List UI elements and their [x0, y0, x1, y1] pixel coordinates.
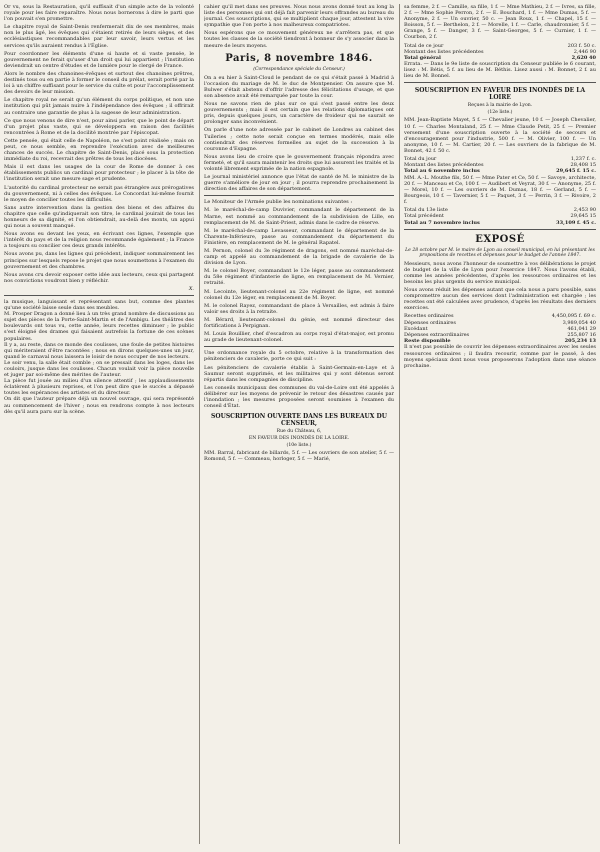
- subscription-heading: SOUSCRIPTION EN FAVEUR DES INONDÉS DE LA LOIRE: [414, 87, 586, 102]
- section-divider: [404, 229, 596, 230]
- news-paragraph: Nous avons lieu de croire que le gouvernement français répondra avec fermeté, et qu'il saura maintenir les droits que lui assurent les traités et la volonté librement exprimée de la nation espagnole.: [204, 153, 394, 172]
- dateline-subheading: (Correspondance spéciale du Censeur.): [253, 66, 345, 72]
- total-amount: 1,237 f. c.: [570, 156, 596, 163]
- feuilleton-paragraph: M. Prosper Dragon a donné lieu à un très grand nombre de discussions au sujet des pièces de la Porte-Saint-Martin et de l'Ambigu. Les théâtres des boulevards ont tous vu, cette année, leurs recettes diminuer ; le public s'est éloigné des drames qui faisaient autrefois la fortune de ces scènes populaires.: [4, 311, 194, 342]
- budget-label: Recettes ordinaires: [404, 313, 454, 320]
- paragraph: Nous espérons que ce mouvement généreux ne s'arrêtera pas, et que toutes les classes de la société tiendront à honneur de s'y associer dans la mesure de leurs moyens.: [204, 30, 394, 49]
- column-1: [4, 4, 194, 844]
- column-rule: [199, 4, 200, 844]
- budget-amount: 255,807 16: [567, 332, 596, 339]
- news-paragraph: On parle d'une note adressée par le cabinet de Londres au cabinet des Tuileries ; cette note serait conçue en termes modérés, mais elle contiendrait des réserves formelles au sujet de la succession à la couronne d'Espagne.: [204, 127, 394, 152]
- paragraph: Sans autre intervention dans la gestion des biens et des affaires du chapitre que celle qu'indiquerait son titre, le cardinal jouirait de tous les honneurs de sa dignité, et l'on obtiendrait, au-delà des monts, un appui qui nous a souvent manqué.: [4, 204, 194, 230]
- subscriber-names: MM. Barral, fabricant de billards, 5 f. — Les ouvriers de son atelier, 5 f. — Romond, 5 f. — Commeau, horloger, 5 f. — Marié,: [204, 450, 394, 463]
- total-label: Total du 13e liste: [404, 207, 448, 214]
- news-paragraph: Une ordonnance royale du 5 octobre, relative à la transformation des pénitenciers de cavalerie, porte ce qui suit :: [204, 350, 394, 363]
- budget-amount: 205,234 13: [564, 338, 596, 345]
- paragraph: Nous avons cru devoir exposer cette idée aux lecteurs, ceux qui partagent nos convictions voudront bien y réfléchir.: [4, 271, 194, 284]
- feuilleton-paragraph: On dit que l'auteur prépare déjà un nouvel ouvrage, qui sera représenté au commencement de l'hiver ; nous en rendrons compte à nos lecteurs dès qu'il aura paru sur la scène.: [4, 396, 194, 415]
- paragraph: L'autorité du cardinal protecteur ne serait pas étrangère aux prérogatives du gouvernement, ni à celles des évêques. Le Concordat lui-même fournit le moyen de concilier toutes les difficultés.: [4, 184, 194, 203]
- total-amount: 2,453 90: [573, 207, 596, 214]
- subscription-subheading: EN FAVEUR DES INONDÉS DE LA LOIRE.: [248, 436, 350, 442]
- paragraph: Mais il est dans les usages de la cour de Rome de donner à ces établissements publics un cardinal pour protecteur ; le placer à la tête de l'institution serait une mesure sage et prudente.: [4, 164, 194, 183]
- total-amount: 33,109 f. 45 c.: [556, 219, 596, 226]
- subscription-address: Rue du Château, 6,: [276, 429, 322, 435]
- news-paragraph: M. le maréchal-de-camp Levasseur, commandant le département de la Charente-Inférieure, passe au commandement du département du Finistère, en remplacement de M. le général Rapatel.: [204, 227, 394, 246]
- total-label: Total du jour: [404, 156, 437, 163]
- news-paragraph: M. Lecointe, lieutenant-colonel au 22e régiment de ligne, est nommé colonel du 12e léger, en remplacement de M. Boyer.: [204, 288, 394, 301]
- expose-heading: EXPOSÉ: [475, 233, 525, 245]
- budget-amount: 461,041 29: [567, 325, 596, 332]
- total-label: Total au 7 novembre inclus: [404, 219, 480, 226]
- section-divider: [404, 82, 596, 83]
- total-label: Montant des listes précédentes: [404, 48, 484, 55]
- budget-label: Dépenses extraordinaires: [404, 332, 470, 339]
- subscription-list-number: (12e liste.): [487, 110, 513, 116]
- paragraph: Ce que nous venons de dire n'est, pour ainsi parler, que le point de départ d'un projet plus vaste, qui se développera en raison des facilités rencontrées à Rome et de la docilité montrée par l'épiscopat.: [4, 117, 194, 136]
- news-paragraph: Le Moniteur de l'Armée publie les nominations suivantes :: [204, 199, 353, 206]
- total-label: Total précédent: [404, 213, 444, 220]
- subscriber-names: MM. Jean-Baptiste Mayet, 5 f. — Chevalier jeune, 10 f. — Joseph Chevalier, 10 f. — Charles Montaland, 25 f. — Mme Claude Petit, 25 f. — Premier versement d'une souscription ouverte à la société de secours et d'encouragement pour l'industrie, 500 f. — M. Olivier, 100 f. — Un anonyme, 10 f. — M. Cartier, 20 f. — Les ouvriers de la fabrique de M. Bonnet, 42 f. 50 c.: [404, 117, 596, 154]
- news-paragraph: Les pénitenciers de cavalerie établis à Saint-Germain-en-Laye et à Saumur seront supprimés, et les militaires qui y sont détenus seront répartis dans les compagnies de discipline.: [204, 364, 394, 383]
- budget-amount: 3,989,054 40: [562, 319, 596, 326]
- expose-paragraph: Messieurs, nous avons l'honneur de soumettre à vos délibérations le projet de budget de la ville de Lyon pour l'exercice 1847. Nous l'avons établi, comme les années précédentes, d'après les ressources ordinaires et les besoins les plus urgents du service municipal.: [404, 260, 596, 285]
- column-3: [404, 4, 596, 844]
- budget-label: Dépenses ordinaires: [404, 319, 456, 326]
- subscriber-names: MM. A.-L. Mouthe fils, 50 f. — Mme Pater et Ce, 50 f. — Savoye, architecte, 20 f. — Manceau et Ce, 100 f. — Audibert et Veyrat, 30 f. — Anonyme, 25 f. — Morel, 10 f. — Les ouvriers de M. Dumas, 18 f. — Gerland, 5 f. — Bourgeois, 10 f. — Tavernier, 5 f. — Paquet, 3 f. — Perrin, 3 f. — Rivoire, 2 f.: [404, 174, 596, 205]
- paragraph: Or vu, sous la Restauration, qu'il suffisait d'un simple acte de la volonté royale pour les faire reparaître. Nous nous bornerons à dire le parti que l'on pouvait s'en promettre.: [4, 4, 194, 23]
- subscription-list-number: (10e liste.): [286, 443, 312, 449]
- total-row: [404, 220, 596, 226]
- column-rule: [399, 4, 400, 844]
- feuilleton-paragraph: Il y a, au reste, dans ce monde des coulisses, une foule de petites histoires qui mériteraient d'être racontées ; nous en dirons quelques-unes un jour, quand le carnaval nous laissera le loisir de nous occuper de nos lecteurs.: [4, 341, 194, 360]
- expose-paragraph: Il n'est pas possible de couvrir les dépenses extraordinaires avec les seules ressources ordinaires ; il faudra recourir, comme par le passé, à des moyens spéciaux dont nous vous proposerons l'adoption dans une séance prochaine.: [404, 344, 596, 369]
- paragraph: Le chapitre royal ne serait qu'un élément du corps politique, et non une institution qui pût jamais nuire à l'indépendance des évêques ; il offrirait au contraire une garantie de plus à la sagesse de leur administration.: [4, 97, 194, 116]
- subscription-subheading: Reçues à la mairie de Lyon.: [467, 103, 533, 109]
- dateline-heading: Paris, 8 novembre 1846.: [225, 52, 373, 64]
- total-amount: 203 f. 50 c.: [567, 42, 596, 49]
- budget-amount: 4,450,095 f. 69 c.: [551, 313, 596, 320]
- paragraph: Nous avons pu, dans les lignes qui précèdent, indiquer sommairement les principes sur lesquels repose le projet que nous soumettons à l'examen du gouvernement et des chambres.: [4, 251, 194, 270]
- feuilleton-paragraph: La pièce fut jouée au milieu d'un silence attentif ; les applaudissements éclatèrent à plusieurs reprises, et l'on peut dire que le succès a dépassé toutes les espérances des artistes et du directeur.: [4, 378, 194, 397]
- column-2: [204, 4, 394, 844]
- paragraph: Alors le nombre des chanoines-évêques et surtout des chanoines prêtres, destinés tous ou en partie à former le conseil du prélat, serait porté par la loi à un chiffre suffisant pour le service du culte et pour l'accomplissement des devoirs de leur mission.: [4, 70, 194, 96]
- section-divider: [204, 346, 394, 347]
- news-paragraph: M. le colonel Rayez, commandant de place à Versailles, est admis à faire valoir ses droits à la retraite.: [204, 302, 394, 315]
- newspaper-page: [4, 4, 596, 844]
- budget-label: Reste disponible: [404, 338, 451, 345]
- paragraph: Cette pensée, qui était celle de Napoléon, ne s'est point réalisée ; mais on peut, ce nous semble, en reprendre l'exécution avec de meilleures chances de succès. Le chapitre de Saint-Denis, placé sous la protection immédiate du roi, recevrait des prêtres de tous les diocèses.: [4, 137, 194, 163]
- total-label: Total au 6 novembre inclus: [404, 168, 480, 175]
- errata-paragraph: Errata. — Dans le 9e liste de souscription du Censeur publiée le 6 courant, lisez : M. Bétis, 5 f. au lieu de M. Béthis. Lisez aussi : M. Bonnet, 2 f. au lieu de M. Bonnel.: [404, 61, 596, 80]
- feuilleton-paragraph: Le soir venu, la salle était comble ; on se pressait dans les loges, dans les couloirs, jusque dans les coulisses. Chacun voulait voir la pièce nouvelle et juger par soi-même des mérites de l'auteur.: [4, 359, 194, 379]
- subscription-heading: SOUSCRIPTION OUVERTE DANS LES BUREAUX DU CENSEUR,: [211, 413, 387, 428]
- feuilleton-paragraph: la musique, languissant et représentant sans but, comme des plantes qu'une société laisse seule dans ses meubles.: [4, 298, 194, 312]
- section-divider: [204, 195, 394, 196]
- total-amount: 2,446 90: [573, 48, 596, 55]
- total-label: Montant des listes précédentes: [404, 162, 484, 169]
- subscriber-names: sa femme, 2 f. — Camille, sa fille, 1 f. — Mme Mathieu, 2 f. — Ivres, sa fille, 2 f. — Mme Sophie Perron, 2 f. — E. Bouchard, 1 f. — Mme Dumas, 5 f. — Anonyme, 2 f. — Un ouvrier, 50 c. — Jean Roux, 1 f. — Chapel, 15 f. — Boisson, 5 f. — Berthelon, 2 f. — Morelle, 1 f. — Carle, chaudronnier, 5 f. — Grange, 5 f. — Danger, 3 f. — Saint-Georges, 5 f. — Curnier, 1 f. — Courbon, 2 f.: [404, 4, 596, 41]
- news-paragraph: M. le colonel Boyer, commandant le 12e léger, passe au commandement du 58e régiment d'infanterie de ligne, en remplacement de M. Vernier, retraité.: [204, 268, 394, 287]
- total-label: Total de ce jour: [404, 42, 444, 49]
- author-signature: X.: [188, 285, 194, 292]
- news-paragraph: M. Pernon, colonel du 3e régiment de dragons, est nommé maréchal-de-camp et appelé au commandement de la brigade de cavalerie de la division de Lyon.: [204, 248, 394, 267]
- total-amount: 29,645 15: [570, 213, 596, 220]
- paragraph: cahier qu'il met dans ses preuves. Nous nous avons donné tout au long la liste des personnes qui ont déjà fait parvenir leurs offrandes au bureau du journal. Ces souscriptions, qui se multiplient chaque jour, attestent la vive sympathie que l'on porte à nos malheureux compatriotes.: [204, 4, 394, 29]
- total-amount: 28,408 15: [570, 162, 596, 169]
- total-amount: 2,620 40: [571, 54, 596, 61]
- paragraph: Le chapitre royal de Saint-Denis renfermerait dix de ses membres, mais non le plus âgé, les évêques qui s'étaient retirés de leurs sièges, et des ecclésiastiques recommandables par leur savoir, leurs vertus et les services qu'ils auraient rendus à l'Église.: [4, 24, 194, 49]
- news-paragraph: M. Bérard, lieutenant-colonel du génie, est nommé directeur des fortifications à Perpignan.: [204, 316, 394, 330]
- expose-subheading: Le 28 octobre par M. le maire de Lyon au conseil municipal, en lui présentant les propositions de recettes et dépenses pour le budget de l'année 1847.: [405, 247, 595, 258]
- total-amount: 29,645 f. 15 c.: [556, 168, 596, 175]
- expose-paragraph: Nous avons réduit les dépenses autant que cela nous a paru possible, sans compromettre aucun des services dont l'administration est chargée ; les recettes ont été calculées avec prudence, d'après les résultats des derniers exercices.: [404, 287, 596, 312]
- news-paragraph: On a eu hier à Saint-Cloud le pendant de ce qui s'était passé à Madrid à l'occasion du mariage de M. le duc de Montpensier. On assure que M. Bulwer s'était abstenu d'offrir l'adresse des félicitations d'usage, et que son absence avait été remarquée par toute la cour.: [204, 74, 394, 99]
- news-paragraph: Nous ne savons rien de plus sur ce qui s'est passé entre les deux gouvernements ; mais il est certain que les relations diplomatiques ont pris, depuis quelques jours, un caractère de froideur qui ne saurait se prolonger sans inconvénient.: [204, 101, 394, 126]
- news-paragraph: M. Louis Bouillier, chef d'escadron au corps royal d'état-major, est promu au grade de lieutenant-colonel.: [204, 331, 394, 344]
- section-divider: [4, 295, 194, 296]
- news-paragraph: Les conseils municipaux des communes du val-de-Loire ont été appelés à délibérer sur les moyens de prévenir le retour des désastres causés par l'inondation ; les mesures proposées seront soumises à l'examen du conseil d'État.: [204, 384, 394, 410]
- news-paragraph: M. le maréchal-de-camp Duvivier, commandant le département de la Marne, est nommé au commandement de la subdivision de Lille, en remplacement de M. de Saint-Priest, admis dans le cadre de réserve.: [204, 207, 394, 226]
- paragraph: Nous avons eu devant les yeux, en écrivant ces lignes, l'exemple que l'intérêt du pays et de la religion nous recommande également ; la France a toujours su concilier ces deux grands intérêts.: [4, 231, 194, 250]
- news-paragraph: Le journal ministériel annonce que l'état de santé de M. le ministre de la guerre s'améliore de jour en jour ; il pourra reprendre prochainement la direction des affaires de son département.: [204, 174, 394, 193]
- budget-label: Excédant: [404, 325, 428, 332]
- paragraph: Pour coordonner les éléments d'une si haute et si vaste pensée, le gouvernement ne ferait qu'user d'un droit qui lui appartient ; l'institution deviendrait un centre d'études et de lumière pour le clergé de France.: [4, 50, 194, 69]
- total-label: Total général: [404, 54, 441, 61]
